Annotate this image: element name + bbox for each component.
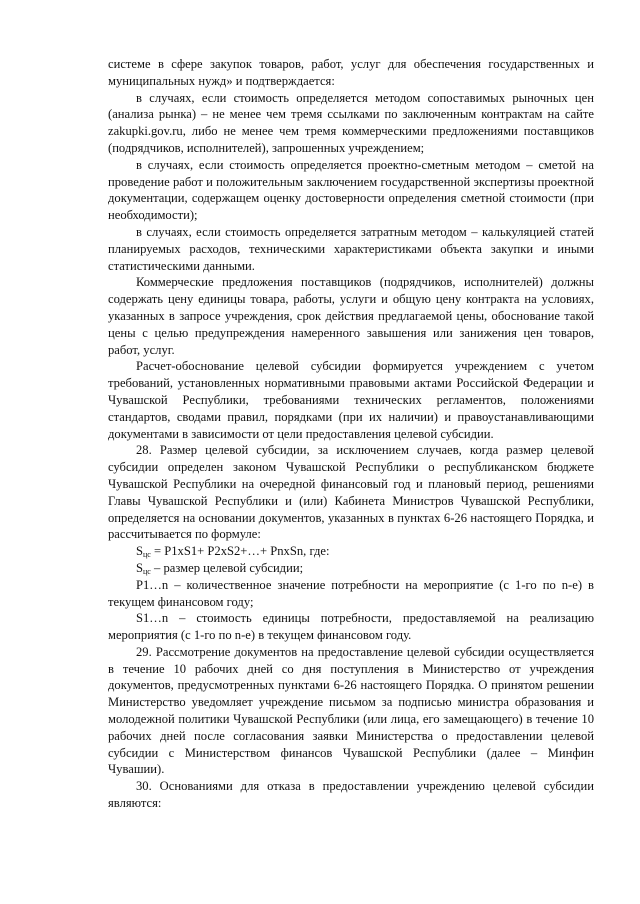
paragraph: в случаях, если стоимость определяется методом сопоставимых рыночных цен (анализа рынка) – не менее чем тремя ссылками по заключенным контрактам на сайте zakupki.gov.ru, либо не менее чем тремя коммерческими предложениями поставщиков (подрядчиков, исполнителей), запрошенных учреждением; <box>108 90 594 155</box>
paragraph: 29. Рассмотрение документов на предоставление целевой субсидии осуществляется в течение 10 рабочих дней со дня поступления в Министерство от учреждения документов, предусмотренных пунктами 6-26 настоящего Порядка. О принятом решении Министерство уведомляет учреждение письмом за подписью министра образования и молодежной политики Чувашской Республики (или лица, его замещающего) в течение 10 рабочих дней после согласования заявки Министерства о предоставлении целевой субсидии с Министерством финансов Чувашской Республики (далее – Минфин Чувашии). <box>108 644 594 777</box>
paragraph: в случаях, если стоимость определяется затратным методом – калькуляцией статей планируемых расходов, техническими характеристиками объекта закупки и иными статистическими данными. <box>108 224 594 273</box>
paragraph: S1…n – стоимость единицы потребности, предоставляемой на реализацию мероприятия (с 1-го по n-е) в текущем финансовом году. <box>108 611 594 643</box>
paragraph: P1…n – количественное значение потребности на мероприятие (с 1-го по n-е) в текущем финансовом году; <box>108 577 594 609</box>
definition-subscript: цс <box>143 566 151 576</box>
formula-expression: = P1xS1+ P2xS2+…+ PnxSn, где: <box>150 544 330 559</box>
paragraph: Расчет-обоснование целевой субсидии формируется учреждением с учетом требований, установленных нормативными правовыми актами Российской Федерации и Чувашской Республики, требованиями технических регламентов, положениями стандартов, сводами правил, порядками (при их наличии) и правоустанавливающими документами в зависимости от цели предоставления целевой субсидии. <box>108 359 594 441</box>
paragraph: 28. Размер целевой субсидии, за исключением случаев, когда размер целевой субсидии определен законом Чувашской Республики о республиканском бюджете Чувашской Республики на очередной финансовый год и плановый период, решениями Главы Чувашской Республики и (или) Кабинета Министров Чувашской Республики, определяется на основании документов, указанных в пунктах 6-26 настоящего Порядка, и рассчитывается по формуле: <box>108 443 594 542</box>
paragraph: в случаях, если стоимость определяется проектно-сметным методом – сметой на проведение работ и положительным заключением государственной экспертизы проектной документации, содержащем оценку достоверности определения сметной стоимости (при необходимости); <box>108 157 594 223</box>
paragraphs-after-formula <box>108 577 594 812</box>
definition-text: – размер целевой субсидии; <box>150 560 304 575</box>
formula-symbol: S <box>136 544 144 559</box>
paragraphs-before-formula <box>108 56 594 543</box>
formula-definition <box>108 560 594 577</box>
formula-subscript: цс <box>143 550 151 560</box>
document-page <box>108 56 594 812</box>
paragraph: 30. Основаниями для отказа в предоставлении учреждению целевой субсидии являются: <box>108 779 594 811</box>
paragraph: Коммерческие предложения поставщиков (подрядчиков, исполнителей) должны содержать цену единицы товара, работы, услуги и общую цену контракта на условиях, указанных в запросе учреждения, срок действия предлагаемой цены, обоснование такой цены с целью предупреждения намеренного завышения или занижения цен товаров, работ, услуг. <box>108 275 594 357</box>
formula-line <box>108 543 594 560</box>
paragraph: системе в сфере закупок товаров, работ, услуг для обеспечения государственных и муниципальных нужд» и подтверждается: <box>108 57 594 88</box>
definition-symbol: S <box>136 560 144 575</box>
